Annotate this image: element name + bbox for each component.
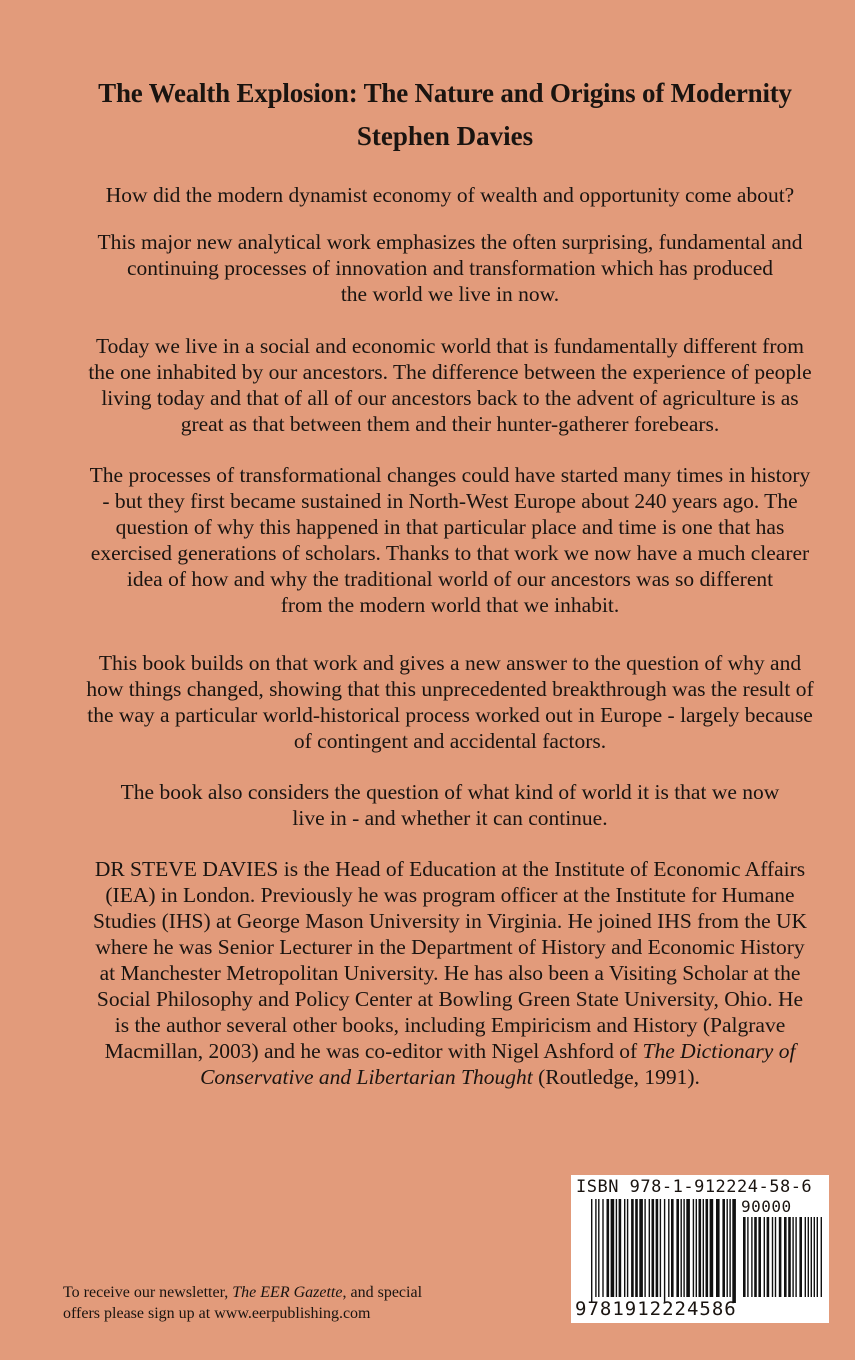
barcode-bar	[775, 1217, 776, 1297]
text-line: Today we live in a social and economic world that is fundamentally different from	[96, 334, 804, 358]
text-line: question of why this happened in that particular place and time is one that has	[115, 515, 785, 539]
barcode-bar	[792, 1217, 793, 1297]
book-reference-title: Conservative and Libertarian Thought	[200, 1065, 533, 1089]
text-line	[40, 1064, 855, 1090]
ean-digits: 9781912224586	[575, 1298, 737, 1320]
bio-text: Macmillan, 2003) and he was co-editor with Nigel Ashford of	[104, 1039, 643, 1063]
barcode-bar	[772, 1217, 773, 1297]
barcode-bar	[722, 1199, 725, 1297]
barcode-bar	[703, 1199, 704, 1297]
book-title: The Wealth Explosion: The Nature and Origins of Modernity	[98, 78, 792, 108]
newsletter-text: , and special	[342, 1284, 423, 1301]
text-line: Social Philosophy and Policy Center at Bowling Green State University, Ohio. He	[96, 987, 804, 1011]
barcode-bar	[716, 1199, 720, 1297]
text-line: offers please sign up at www.eerpublishing.com	[63, 1305, 371, 1322]
text-line: the one inhabited by our ancestors. The difference between the experience of people	[88, 360, 812, 384]
barcode-bar	[595, 1199, 596, 1297]
barcode-bar	[729, 1199, 730, 1297]
barcode-bar	[784, 1217, 787, 1297]
barcode-bar	[591, 1199, 592, 1303]
text-line: live in - and whether it can continue.	[292, 806, 608, 830]
barcode-bar	[619, 1199, 622, 1297]
barcode-bar	[747, 1217, 748, 1297]
bio-text: (Routledge, 1991).	[532, 1065, 700, 1089]
text-line: from the modern world that we inhabit.	[280, 593, 620, 617]
newsletter-text: To receive our newsletter,	[63, 1284, 233, 1301]
barcode-bar	[754, 1217, 757, 1297]
newsletter-name: The EER Gazette	[232, 1284, 343, 1301]
barcode-bar	[710, 1199, 714, 1297]
barcode-bar	[607, 1199, 610, 1297]
barcode-bar	[696, 1199, 697, 1297]
barcode-bar	[693, 1199, 694, 1297]
barcode-bar	[758, 1217, 761, 1297]
barcode-bar	[671, 1199, 674, 1297]
newsletter-note	[63, 1282, 533, 1324]
barcode-bar	[624, 1199, 625, 1297]
barcode-bar	[602, 1199, 603, 1297]
blurb-paragraph-1	[40, 182, 855, 208]
barcode-bar	[699, 1199, 702, 1297]
barcode-bar	[811, 1217, 812, 1297]
blurb-paragraph-5	[40, 650, 855, 754]
text-line: idea of how and why the traditional world of our ancestors was so different	[126, 567, 774, 591]
barcode-bar	[743, 1217, 746, 1297]
barcode-bar	[644, 1199, 645, 1297]
book-reference-title: The Dictionary of	[642, 1039, 796, 1063]
barcode-bar	[788, 1217, 791, 1297]
text-line: - but they first became sustained in North-West Europe about 240 years ago. The	[102, 489, 798, 513]
text-line: at Manchester Metropolitan University. He has also been a Visiting Scholar at the	[99, 961, 801, 985]
book-author: Stephen Davies	[356, 121, 534, 151]
text-line: The book also considers the question of what kind of world it is that we now	[120, 780, 780, 804]
barcode-bar	[676, 1199, 679, 1297]
barcode-bar	[639, 1199, 643, 1297]
barcode-bar	[817, 1217, 818, 1297]
text-line: continuing processes of innovation and transformation which has produced	[126, 256, 774, 280]
text-line	[40, 1038, 855, 1064]
text-line: This book builds on that work and gives a new answer to the question of why and	[98, 651, 802, 675]
text-line: is the author several other books, including Empiricism and History (Palgrave	[114, 1013, 786, 1037]
text-line: how things changed, showing that this unprecedented breakthrough was the result of	[86, 677, 814, 701]
barcode-bar	[805, 1217, 806, 1297]
isbn-label: ISBN 978-1-912224-58-6	[576, 1177, 813, 1197]
barcode-bar	[706, 1199, 709, 1297]
blurb-paragraph-4	[40, 462, 855, 618]
barcode-bar	[664, 1199, 665, 1303]
barcode-bar	[631, 1199, 634, 1297]
text-line: the way a particular world-historical process worked out in Europe - largely because	[87, 703, 813, 727]
barcode-bar	[764, 1217, 765, 1297]
barcode-bar	[821, 1217, 822, 1297]
barcode-bar	[732, 1199, 736, 1303]
text-line: DR STEVE DAVIES is the Head of Education at the Institute of Economic Affairs	[94, 857, 806, 881]
text-line: (IEA) in London. Previously he was program officer at the Institute for Humane	[105, 883, 795, 907]
barcode-bar	[598, 1199, 599, 1297]
barcode-bar	[660, 1199, 661, 1297]
barcode-bar	[767, 1217, 770, 1297]
barcode-bar	[627, 1199, 628, 1297]
barcode-bar	[795, 1217, 796, 1297]
blurb-paragraph-2	[40, 229, 855, 307]
barcode-bar	[727, 1199, 728, 1297]
barcode-bar	[686, 1199, 690, 1297]
blurb-paragraph-3	[40, 333, 855, 437]
text-line: where he was Senior Lecturer in the Department of History and Economic History	[95, 935, 805, 959]
text-line: How did the modern dynamist economy of wealth and opportunity come about?	[105, 183, 795, 207]
text-line: exercised generations of scholars. Thanks to that work we now have a much clearer	[90, 541, 810, 565]
blurb-paragraph-6	[40, 779, 855, 831]
barcode-bar	[779, 1217, 782, 1297]
text-line: of contingent and accidental factors.	[293, 729, 607, 753]
text-line: Studies (IHS) at George Mason University in Virginia. He joined IHS from the UK	[92, 909, 808, 933]
barcode-bar	[656, 1199, 659, 1297]
text-line	[63, 1282, 533, 1303]
barcode-bar	[635, 1199, 638, 1297]
text-line: This major new analytical work emphasizes the often surprising, fundamental and	[97, 230, 803, 254]
barcode-bar	[668, 1199, 669, 1297]
text-line: great as that between them and their hunter-gatherer forebears.	[180, 412, 720, 436]
text-line: the world we live in now.	[340, 282, 560, 306]
barcode-bar	[616, 1199, 617, 1297]
text-line: The processes of transformational changes could have started many times in history	[89, 463, 811, 487]
author-bio	[40, 856, 855, 1090]
barcode-bar	[649, 1199, 650, 1297]
barcode-bar	[751, 1217, 752, 1297]
barcode-bar	[799, 1217, 802, 1297]
barcode-bar	[681, 1199, 682, 1297]
barcode-bar	[652, 1199, 655, 1297]
price-code: 90000	[741, 1197, 792, 1216]
barcode-bar	[808, 1217, 809, 1297]
barcode-bar	[611, 1199, 615, 1297]
isbn-barcode	[571, 1175, 829, 1323]
barcode-bar	[814, 1217, 815, 1297]
text-line: living today and that of all of our ancestors back to the advent of agriculture is as	[101, 386, 799, 410]
barcode-bar	[683, 1199, 684, 1297]
